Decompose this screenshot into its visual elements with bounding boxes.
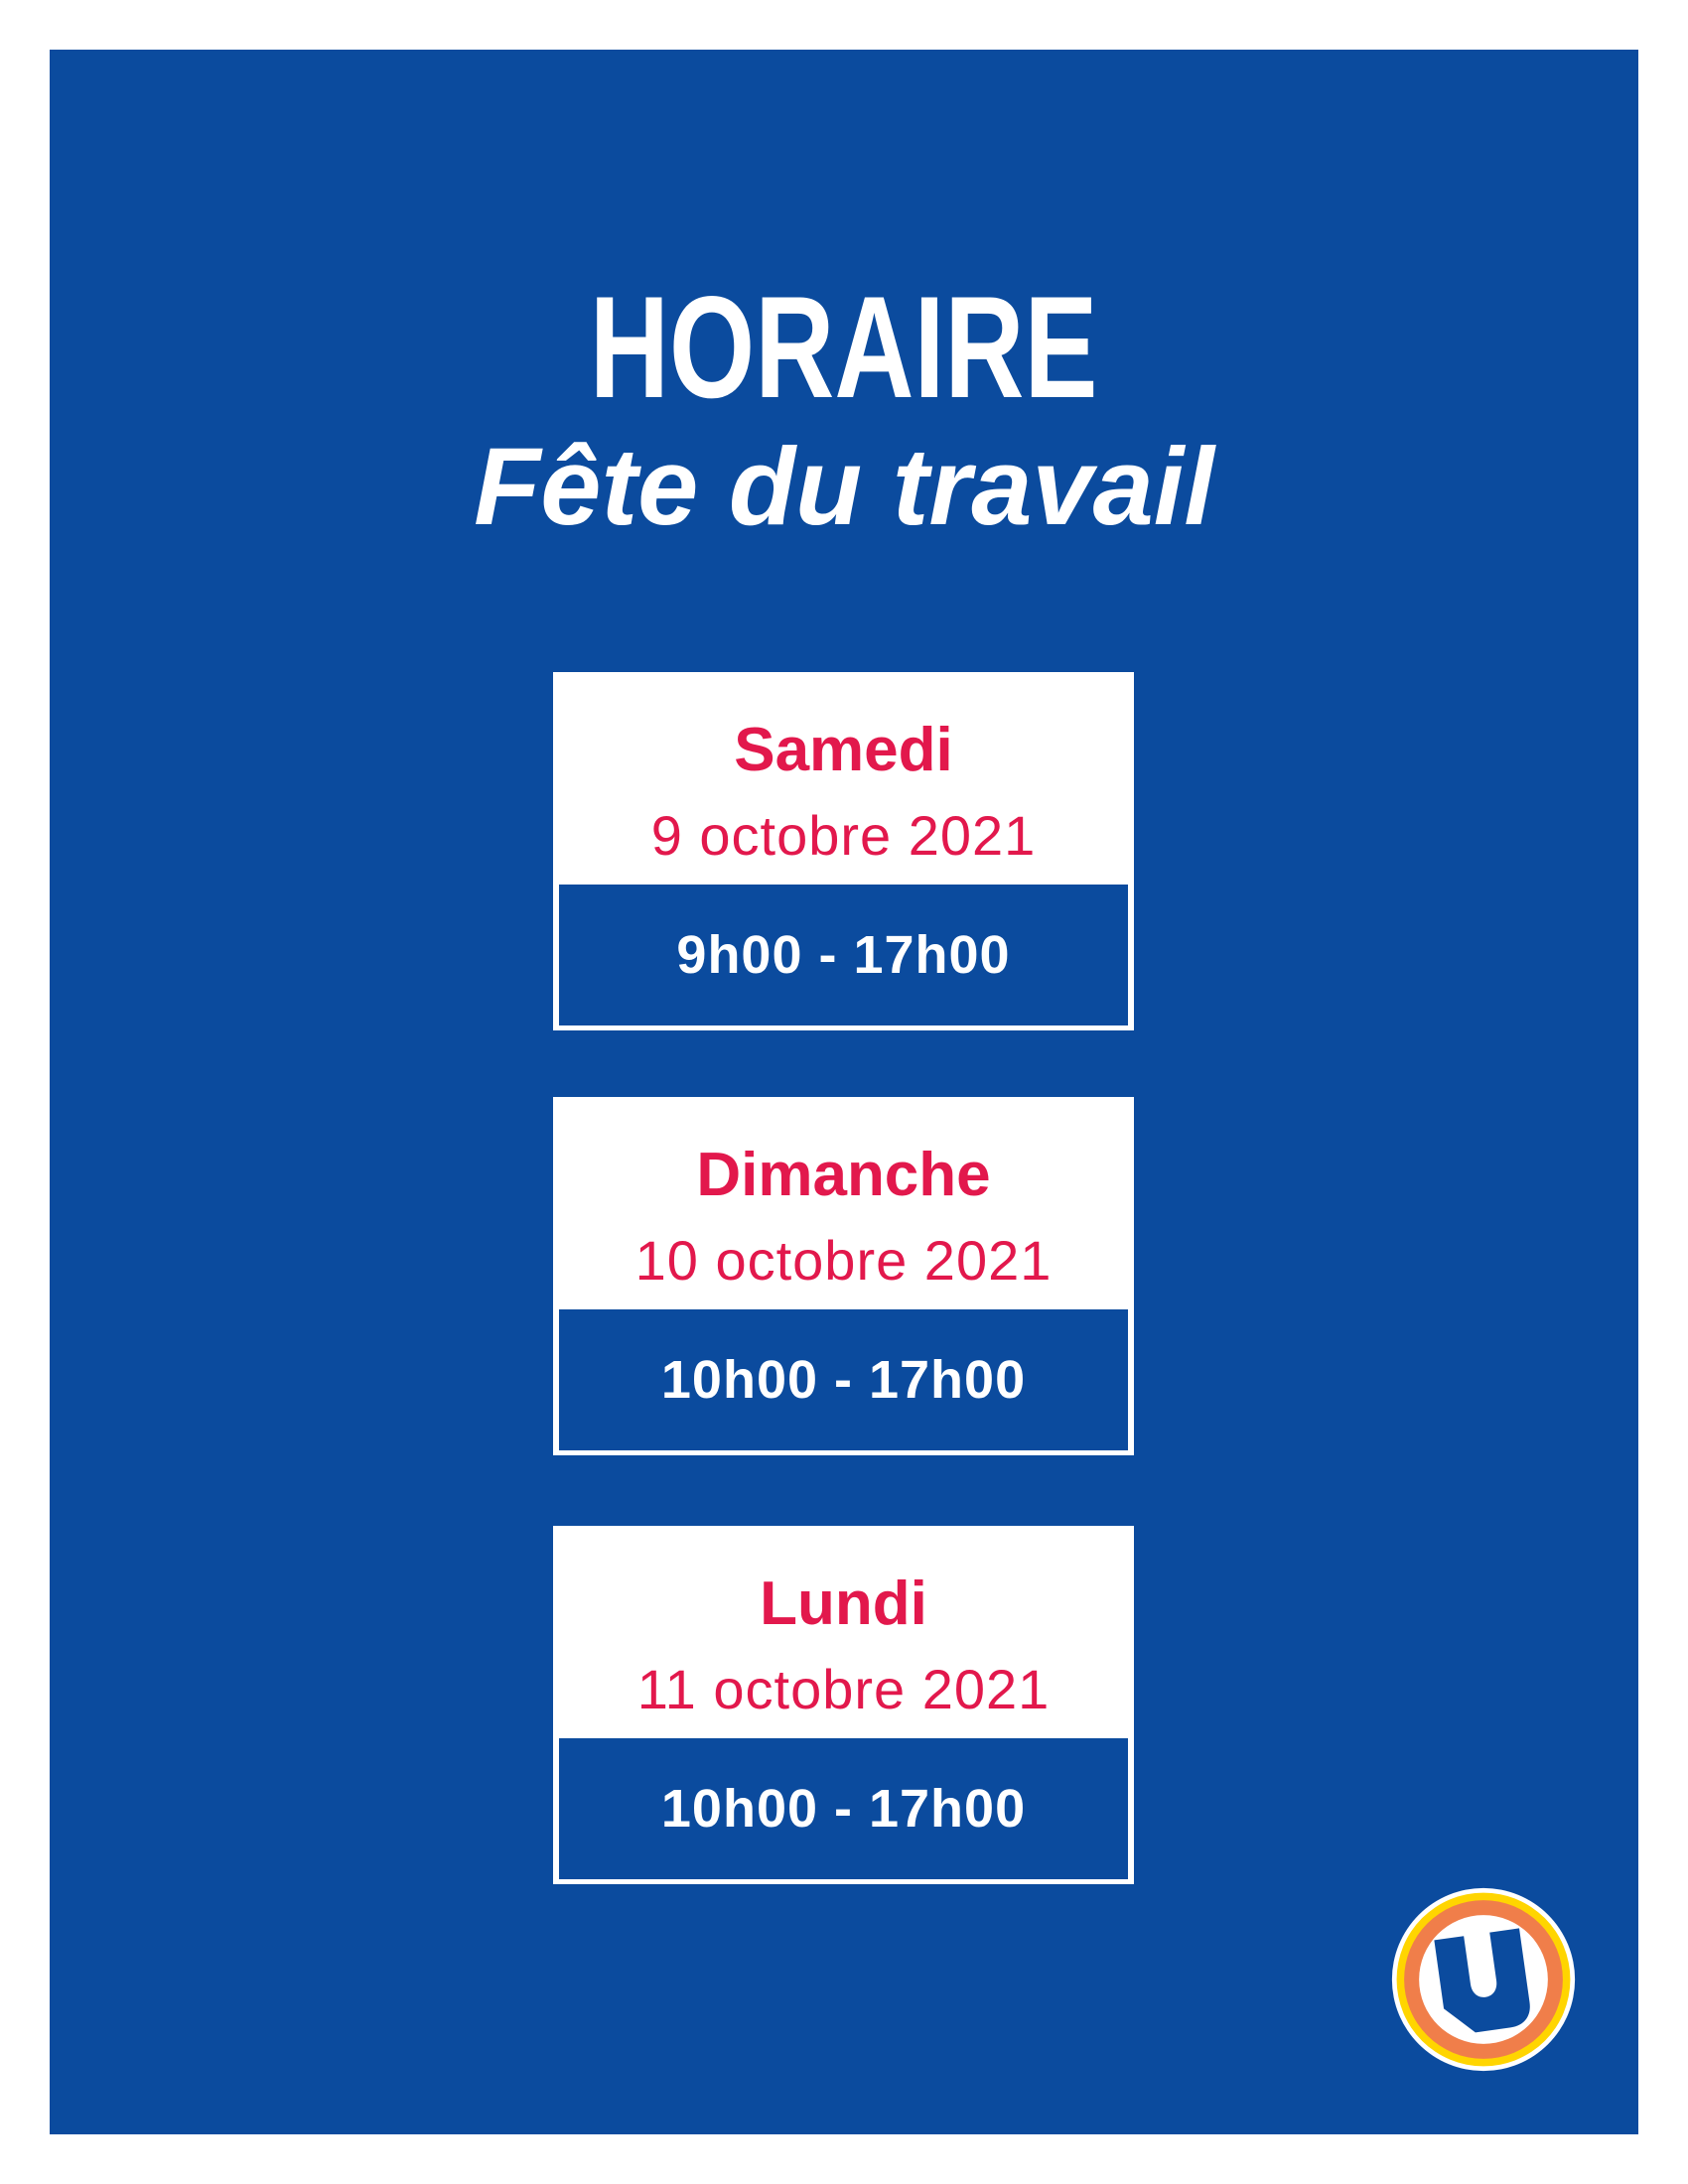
hours-bar <box>559 1738 1128 1879</box>
hours-bar <box>559 1309 1128 1450</box>
day-label: Samedi <box>734 716 953 784</box>
date-label: 10 octobre 2021 <box>634 1229 1053 1292</box>
schedule-card-monday <box>553 1526 1134 1884</box>
date-label: 11 octobre 2021 <box>636 1658 1051 1720</box>
hours-label: 10h00 - 17h00 <box>660 1350 1027 1410</box>
poster-title-text: HORAIRE <box>590 266 1098 428</box>
hours-label: 10h00 - 17h00 <box>660 1779 1027 1839</box>
hours-bar <box>559 885 1128 1025</box>
poster-title <box>0 266 1688 428</box>
schedule-card-saturday <box>553 672 1134 1030</box>
poster-subtitle: Fête du travail <box>474 426 1214 548</box>
day-label: Lundi <box>760 1570 927 1638</box>
schedule-card-sunday <box>553 1097 1134 1455</box>
date-label: 9 octobre 2021 <box>650 804 1037 867</box>
u-brand-logo-icon <box>1390 1886 1577 2073</box>
hours-label: 9h00 - 17h00 <box>676 925 1011 985</box>
day-label: Dimanche <box>696 1141 991 1209</box>
u-logo-svg <box>1390 1886 1577 2073</box>
